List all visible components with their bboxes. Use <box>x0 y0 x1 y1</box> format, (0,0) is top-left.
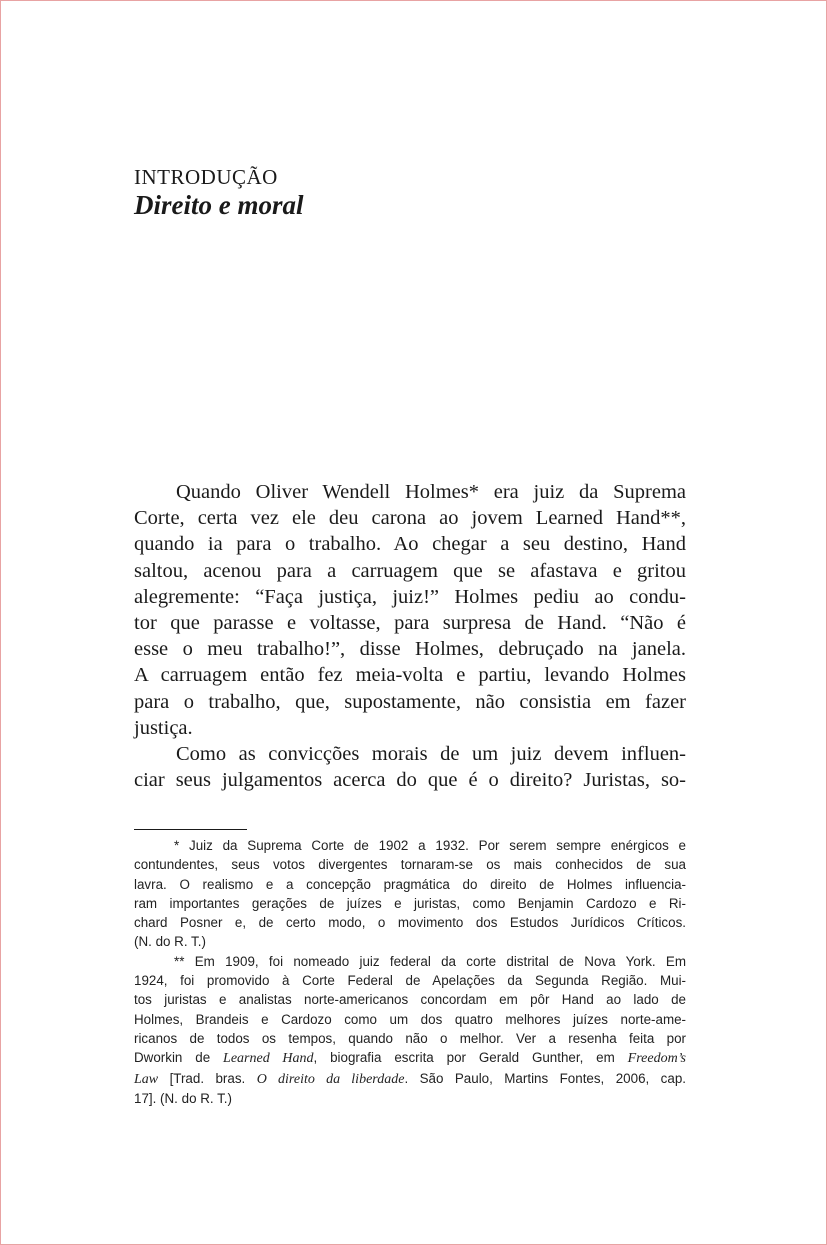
chapter-heading <box>134 165 304 221</box>
footnote-2-line: Holmes, Brandeis e Cardozo como um dos quatro melhores juízes norte-ame- <box>134 1011 686 1027</box>
body-line: Quando Oliver Wendell Holmes* era juiz da Suprema <box>176 481 686 503</box>
footnote-italic: Freedom’s <box>627 1051 686 1067</box>
footnote-2-line <box>134 1048 686 1068</box>
footnote-divider <box>134 829 247 830</box>
body-line: A carruagem então fez meia-volta e partiu, levando Holmes <box>134 664 686 687</box>
footnote-text: [Trad. bras. <box>158 1070 257 1086</box>
footnote-2-line: 17]. (N. do R. T.) <box>134 1090 232 1106</box>
footnote-1-line: (N. do R. T.) <box>134 934 206 950</box>
footnote-1-line: lavra. O realismo e a concepção pragmática do direito de Holmes influencia- <box>134 876 686 892</box>
body-line: Corte, certa vez ele deu carona ao jovem Learned Hand**, <box>134 507 686 530</box>
body-text <box>134 479 686 793</box>
body-line: Como as convicções morais de um juiz devem influen- <box>176 743 686 766</box>
body-line: alegremente: “Faça justiça, juiz!” Holmes pediu ao condu- <box>134 585 686 608</box>
footnote-2-line: ** Em 1909, foi nomeado juiz federal da corte distrital de Nova York. Em <box>174 953 686 969</box>
footnotes <box>134 836 686 1108</box>
footnote-1-line: contundentes, seus votos divergentes tornaram-se os mais conhecidos de sua <box>134 857 686 873</box>
body-line: ciar seus julgamentos acerca do que é o direito? Juristas, so- <box>134 769 686 792</box>
footnote-1-line: * Juiz da Suprema Corte de 1902 a 1932. Por serem sempre enérgicos e <box>174 838 686 853</box>
footnote-text: , biografia escrita por Gerald Gunther, em <box>313 1050 628 1066</box>
footnote-1-line: ram importantes gerações de juízes e juristas, como Benjamin Cardozo e Ri- <box>134 895 686 911</box>
body-line: saltou, acenou para a carruagem que se afastava e gritou <box>134 559 686 582</box>
body-line: para o trabalho, que, supostamente, não consistia em fazer <box>134 690 686 713</box>
chapter-title: Direito e moral <box>134 190 304 220</box>
footnote-italic: O direito da liberdade <box>256 1071 405 1087</box>
footnote-1-line: chard Posner e, de certo modo, o movimento dos Estudos Jurídicos Críticos. <box>134 915 686 931</box>
footnote-2-line <box>134 1069 686 1089</box>
footnote-text: . São Paulo, Martins Fontes, 2006, cap. <box>404 1070 686 1086</box>
footnote-2-line: ricanos de todos os tempos, quando não o melhor. Ver a resenha feita por <box>134 1030 686 1046</box>
body-line: tor que parasse e voltasse, para surpresa de Hand. “Não é <box>134 612 686 635</box>
body-line: esse o meu trabalho!”, disse Holmes, debruçado na janela. <box>134 638 686 661</box>
footnote-2-line: tos juristas e analistas norte-americanos concordam em pôr Hand ao lado de <box>134 992 686 1008</box>
chapter-label: INTRODUÇÃO <box>134 165 278 189</box>
footnote-text: Dworkin de <box>134 1050 224 1066</box>
footnote-italic: Learned Hand <box>223 1051 314 1067</box>
footnote-2-line: 1924, foi promovido à Corte Federal de Apelações da Segunda Região. Mui- <box>134 973 686 989</box>
body-line: justiça. <box>134 716 193 739</box>
footnote-italic: Law <box>134 1071 159 1087</box>
body-line: quando ia para o trabalho. Ao chegar a seu destino, Hand <box>134 533 686 556</box>
